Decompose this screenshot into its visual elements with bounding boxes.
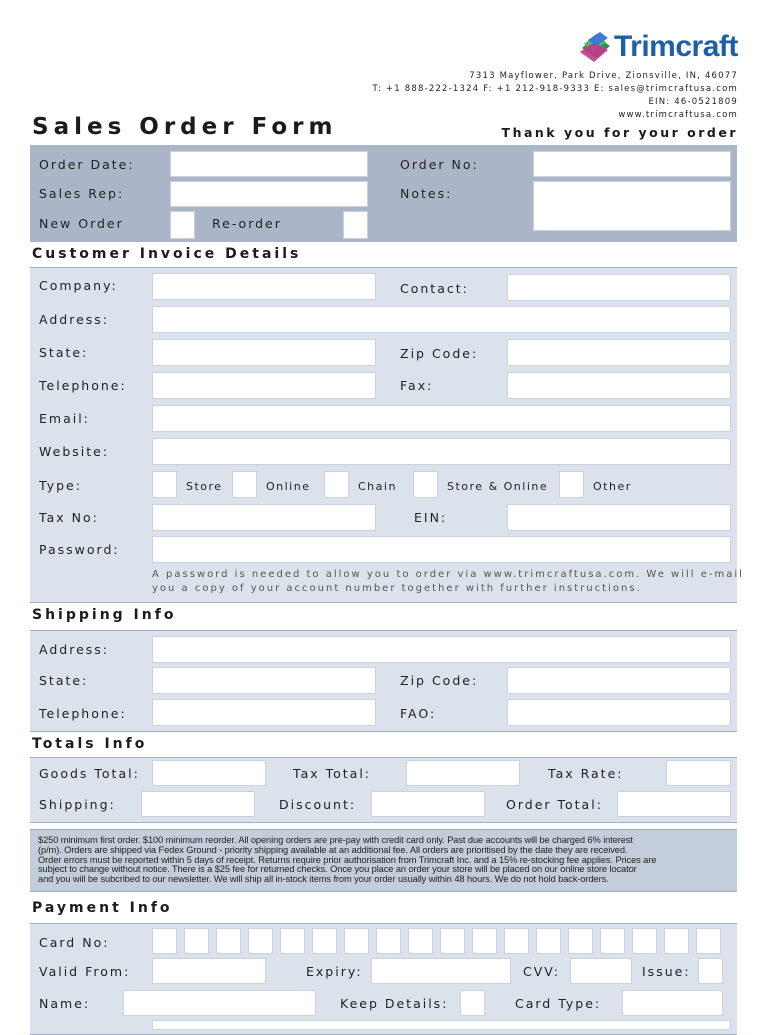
terms-line: (p/m). Orders are shipped via Fedex Ground - priority shipping available at an additional fee. All orders are prioritised by the date they are received. xyxy=(38,844,628,855)
logo-mark-icon xyxy=(578,30,614,64)
notes-field[interactable] xyxy=(533,181,731,231)
fax-label: Fax: xyxy=(400,378,434,393)
shipping-total-field[interactable] xyxy=(141,791,255,817)
card-digit-box[interactable] xyxy=(184,928,209,954)
card-digit-box[interactable] xyxy=(312,928,337,954)
shipping-state-label: State: xyxy=(39,673,89,688)
state-label: State: xyxy=(39,345,89,360)
password-field[interactable] xyxy=(152,536,731,563)
tax-rate-field[interactable] xyxy=(666,760,731,786)
ein-field[interactable] xyxy=(507,504,731,531)
shipping-address-field[interactable] xyxy=(152,636,731,663)
order-no-label: Order No: xyxy=(400,157,479,172)
trimcraft-logo xyxy=(578,28,743,70)
contact-label: Contact: xyxy=(400,281,469,296)
terms-line: subject to change without notice. There is a $25 fee for returned checks. Once you place an order your store will be placed on our online store locator xyxy=(38,864,637,875)
new-order-checkbox[interactable] xyxy=(170,211,195,239)
email-label: Email: xyxy=(39,411,90,426)
card-digit-box[interactable] xyxy=(376,928,401,954)
cvv-field[interactable] xyxy=(570,958,632,984)
address-field[interactable] xyxy=(152,306,731,333)
valid-from-field[interactable] xyxy=(152,958,266,984)
type-online-label: Online xyxy=(266,480,311,493)
keep-details-checkbox[interactable] xyxy=(460,990,485,1016)
zip-label: Zip Code: xyxy=(400,346,479,361)
website-field[interactable] xyxy=(152,438,731,465)
card-digit-box[interactable] xyxy=(536,928,561,954)
order-total-label: Order Total: xyxy=(506,797,603,812)
tax-total-label: Tax Total: xyxy=(293,766,372,781)
brand-name: Trimcraft xyxy=(614,30,738,63)
terms-line: Order errors must be reported within 5 days of receipt. Returns require prior authorisation from Trimcraft Inc. and a 15% re-stocking fee applies. Prices are xyxy=(38,854,657,865)
next-row-field[interactable] xyxy=(152,1020,731,1030)
type-label: Type: xyxy=(39,478,82,493)
cvv-label: CVV: xyxy=(523,964,561,979)
shipping-section-heading: Shipping Info xyxy=(32,607,177,623)
type-store-label: Store xyxy=(186,480,223,493)
terms-line: and you will be subcribed to our newsletter. We will ship all in-stock items from your order usually within 48 hours. We do not hold back-orders. xyxy=(38,874,609,885)
order-no-field[interactable] xyxy=(533,151,731,177)
type-other-checkbox[interactable] xyxy=(559,471,584,498)
type-store-online-checkbox[interactable] xyxy=(413,471,438,498)
page-title: Sales Order Form xyxy=(32,114,338,140)
state-field[interactable] xyxy=(152,339,376,366)
payment-section-heading: Payment Info xyxy=(32,900,173,916)
valid-from-label: Valid From: xyxy=(39,964,131,979)
re-order-label: Re-order xyxy=(212,216,282,231)
shipping-fao-label: FAO: xyxy=(400,706,437,721)
shipping-address-label: Address: xyxy=(39,642,109,657)
shipping-telephone-field[interactable] xyxy=(152,699,376,726)
terms-box xyxy=(30,829,737,892)
sales-rep-label: Sales Rep: xyxy=(39,186,125,201)
goods-total-label: Goods Total: xyxy=(39,766,140,781)
shipping-zip-field[interactable] xyxy=(507,667,731,694)
company-address: 7313 Mayflower, Park Drive, Zionsville, IN, 46077 xyxy=(469,71,738,81)
card-type-field[interactable] xyxy=(622,990,723,1016)
order-date-field[interactable] xyxy=(170,151,368,177)
card-digit-box[interactable] xyxy=(152,928,177,954)
website-label: Website: xyxy=(39,444,110,459)
customer-section-heading: Customer Invoice Details xyxy=(32,246,302,262)
card-digit-box[interactable] xyxy=(408,928,433,954)
email-field[interactable] xyxy=(152,405,731,432)
type-online-checkbox[interactable] xyxy=(232,471,257,498)
address-label: Address: xyxy=(39,312,109,327)
company-label: Company: xyxy=(39,278,118,293)
type-other-label: Other xyxy=(593,480,632,493)
shipping-fao-field[interactable] xyxy=(507,699,731,726)
card-type-label: Card Type: xyxy=(515,996,602,1011)
company-website: www.trimcraftusa.com xyxy=(618,110,738,120)
card-digit-box[interactable] xyxy=(568,928,593,954)
terms-line: $250 minimum first order. $100 minimum reorder. All opening orders are pre-pay with credit card only. Past due accounts will be charged 6% interest xyxy=(38,835,633,845)
contact-field[interactable] xyxy=(507,274,731,301)
card-digit-box[interactable] xyxy=(440,928,465,954)
expiry-field[interactable] xyxy=(371,958,511,984)
company-field[interactable] xyxy=(152,273,376,300)
ein-label: EIN: xyxy=(414,510,448,525)
issue-field[interactable] xyxy=(698,958,723,984)
tax-no-label: Tax No: xyxy=(39,510,99,525)
card-digit-box[interactable] xyxy=(504,928,529,954)
re-order-checkbox[interactable] xyxy=(343,211,368,239)
type-store-checkbox[interactable] xyxy=(152,471,177,498)
notes-label: Notes: xyxy=(400,186,453,201)
shipping-state-field[interactable] xyxy=(152,667,376,694)
password-label: Password: xyxy=(39,542,120,557)
goods-total-field[interactable] xyxy=(152,760,266,786)
card-digit-box[interactable] xyxy=(632,928,657,954)
fax-field[interactable] xyxy=(507,372,731,399)
thank-you-text: Thank you for your order xyxy=(501,125,738,140)
password-note-line-1: A password is needed to allow you to order via www.trimcraftusa.com. We will e-mail xyxy=(152,569,744,580)
order-date-label: Order Date: xyxy=(39,157,135,172)
telephone-label: Telephone: xyxy=(39,378,127,393)
tax-total-field[interactable] xyxy=(406,760,520,786)
totals-section-heading: Totals Info xyxy=(32,736,148,752)
tax-no-field[interactable] xyxy=(152,504,376,531)
shipping-label: Shipping: xyxy=(39,797,116,812)
sales-rep-field[interactable] xyxy=(170,181,368,207)
card-digit-box[interactable] xyxy=(344,928,369,954)
discount-label: Discount: xyxy=(279,797,357,812)
type-store-online-label: Store & Online xyxy=(447,480,549,493)
name-label: Name: xyxy=(39,996,91,1011)
card-digit-box[interactable] xyxy=(664,928,689,954)
card-digit-box[interactable] xyxy=(600,928,625,954)
type-chain-checkbox[interactable] xyxy=(324,471,349,498)
zip-field[interactable] xyxy=(507,339,731,366)
keep-details-label: Keep Details: xyxy=(340,996,449,1011)
shipping-zip-label: Zip Code: xyxy=(400,673,479,688)
issue-label: Issue: xyxy=(642,964,691,979)
new-order-label: New Order xyxy=(39,216,124,231)
card-digit-box[interactable] xyxy=(472,928,497,954)
card-digit-box[interactable] xyxy=(248,928,273,954)
name-field[interactable] xyxy=(123,990,316,1016)
password-note-line-2: you a copy of your account number together with further instructions. xyxy=(152,583,642,594)
company-contact: T: +1 888-222-1324 F: +1 212-918-9333 E: sales@trimcraftusa.com xyxy=(372,84,738,94)
discount-field[interactable] xyxy=(371,791,485,817)
expiry-label: Expiry: xyxy=(306,964,363,979)
card-no-label: Card No: xyxy=(39,935,110,950)
shipping-telephone-label: Telephone: xyxy=(39,706,127,721)
card-digit-box[interactable] xyxy=(216,928,241,954)
company-ein: EIN: 46-0521809 xyxy=(648,97,738,107)
card-digit-box[interactable] xyxy=(696,928,721,954)
tax-rate-label: Tax Rate: xyxy=(548,766,624,781)
order-total-field[interactable] xyxy=(617,791,731,817)
card-digit-box[interactable] xyxy=(280,928,305,954)
type-chain-label: Chain xyxy=(358,480,397,493)
telephone-field[interactable] xyxy=(152,372,376,399)
